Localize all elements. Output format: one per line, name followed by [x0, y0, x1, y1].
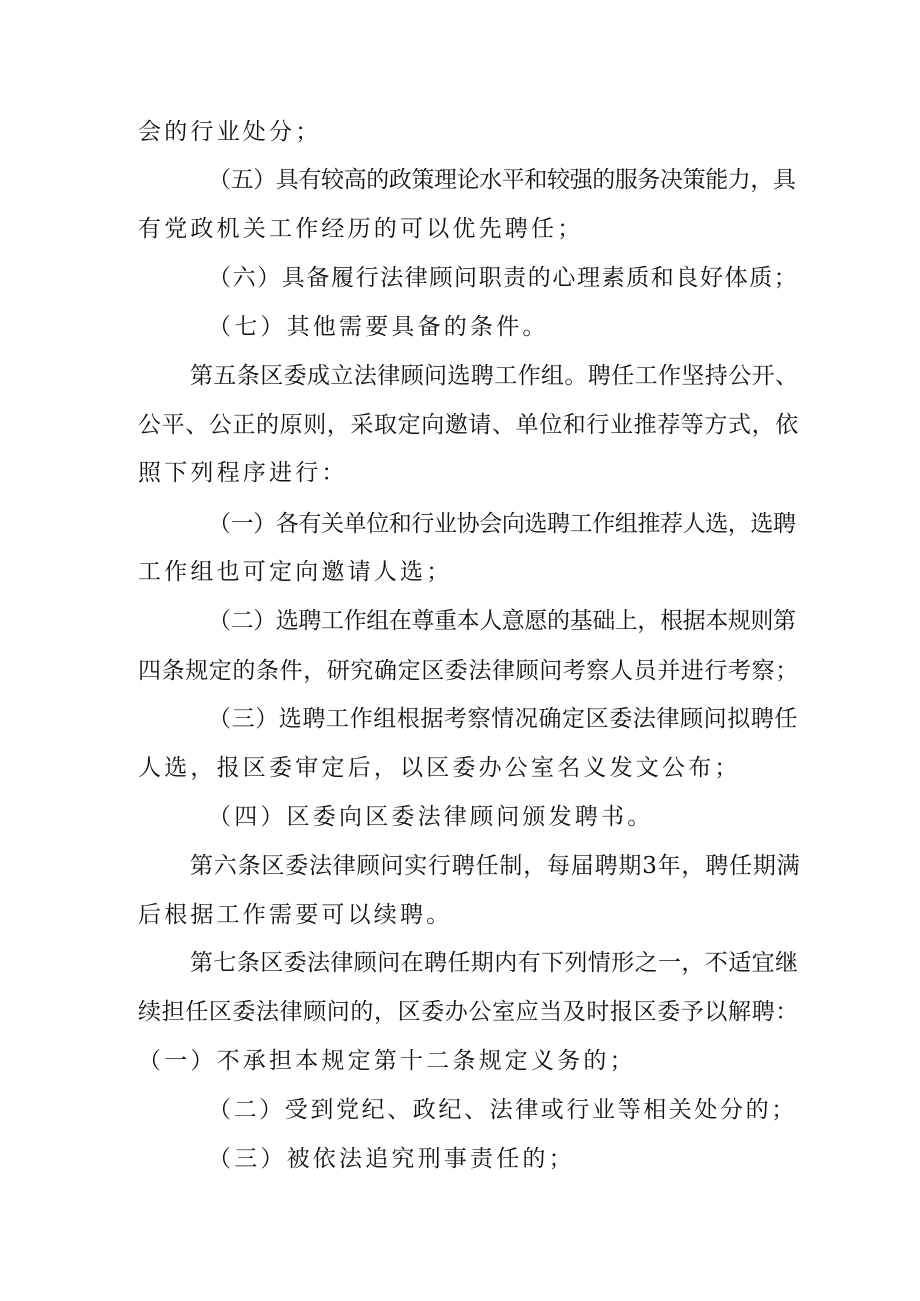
- text-line: 公平、公正的原则，采取定向邀请、单位和行业推荐等方式，依: [138, 412, 799, 438]
- text-line: 第六条区委法律顾问实行聘任制，每届聘期3年，聘任期满: [190, 853, 801, 879]
- text-line: （五）具有较高的政策理论水平和较强的服务决策能力，具: [208, 167, 796, 193]
- text-line: 后根据工作需要可以续聘。: [138, 902, 453, 928]
- text-line: （三）选聘工作组根据考察情况确定区委法律顾问拟聘任: [208, 706, 798, 732]
- text-line: 会的行业处分；: [138, 119, 322, 145]
- text-line: （七）其他需要具备的条件。: [208, 314, 549, 340]
- text-line: 人选，报区委审定后，以区委办公室名义发文公布；: [138, 755, 741, 781]
- text-line: （一）不承担本规定第十二条规定义务的；: [138, 1048, 636, 1074]
- text-line: （二）选聘工作组在尊重本人意愿的基础上，根据本规则第: [208, 608, 796, 634]
- text-line: 第七条区委法律顾问在聘任期内有下列情形之一，不适宜继: [190, 950, 799, 976]
- text-line: （二）受到党纪、政纪、法律或行业等相关处分的；: [208, 1097, 797, 1123]
- text-line: （三）被依法追究刑事责任的；: [208, 1146, 575, 1172]
- text-line: （六）具备履行法律顾问职责的心理素质和良好体质；: [208, 265, 799, 291]
- text-line: 四条规定的条件，研究确定区委法律顾问考察人员并进行考察；: [138, 658, 799, 684]
- text-line: 有党政机关工作经历的可以优先聘任；: [138, 216, 584, 242]
- text-line: 工作组也可定向邀请人选；: [138, 559, 453, 585]
- text-line: 续担任区委法律顾问的，区委办公室应当及时报区委予以解聘：: [138, 999, 799, 1025]
- text-line: （一）各有关单位和行业协会向选聘工作组推荐人选，选聘: [208, 511, 796, 537]
- text-line: （四）区委向区委法律顾问颁发聘书。: [208, 804, 654, 830]
- text-line: 第五条区委成立法律顾问选聘工作组。聘任工作坚持公开、: [190, 363, 799, 389]
- text-line: 照下列程序进行：: [138, 460, 348, 486]
